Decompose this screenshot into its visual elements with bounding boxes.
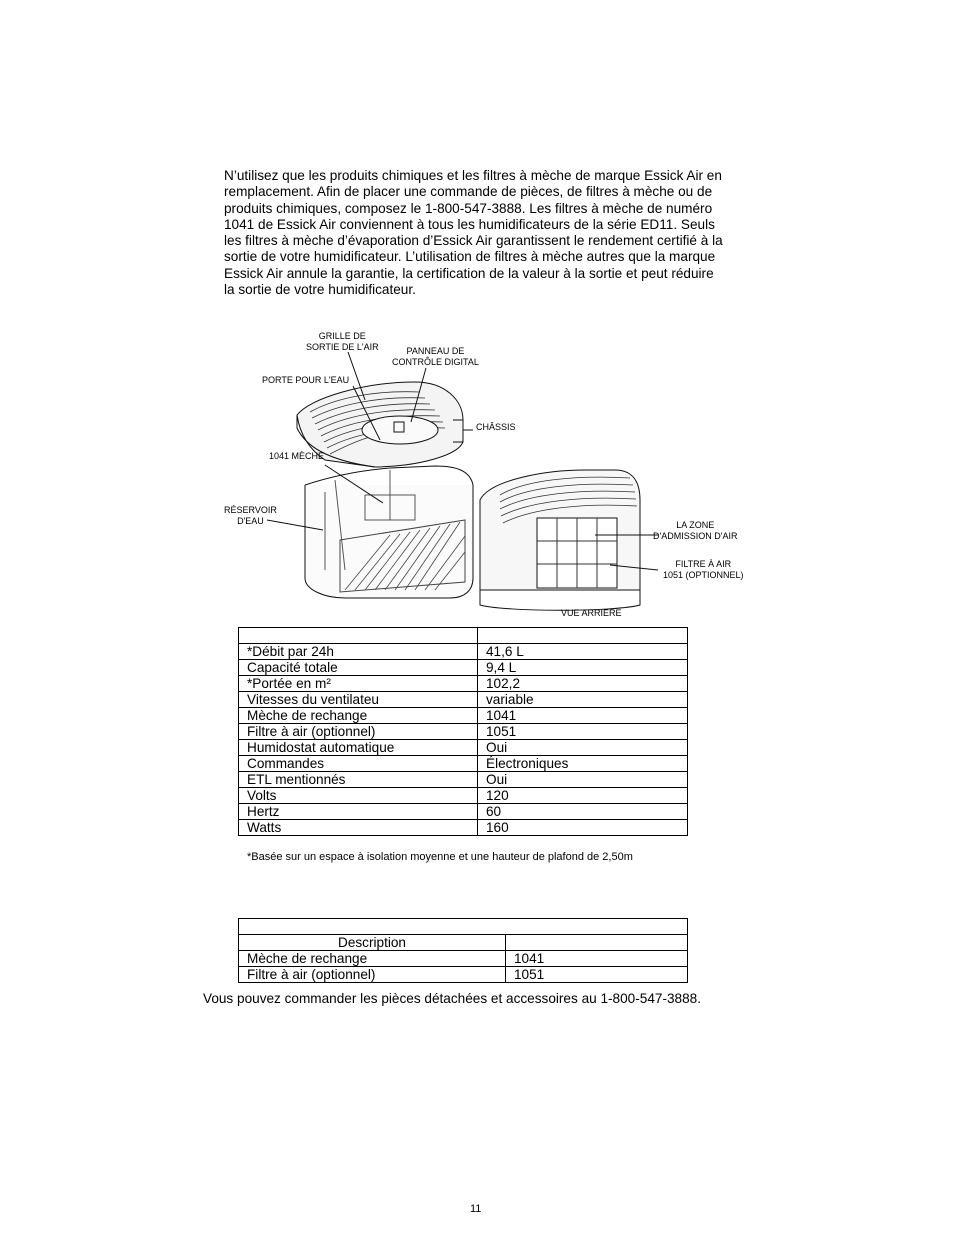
table-cell-value: 102,2 xyxy=(478,675,688,691)
label-porte-text: PORTE POUR L'EAU xyxy=(262,375,350,385)
order-instructions: Vous pouvez commander les pièces détachées et accessoires au 1-800-547-3888. xyxy=(203,991,701,1006)
label-porte xyxy=(262,375,349,386)
table-cell-value: Oui xyxy=(478,739,688,755)
table-cell-value: 41,6 L xyxy=(478,643,688,659)
table-cell-value: variable xyxy=(478,691,688,707)
label-grille-line1: GRILLE DE xyxy=(318,331,366,341)
table-title-cell xyxy=(239,919,688,935)
label-vue xyxy=(561,608,622,619)
label-zone-line2: D'ADMISSION D'AIR xyxy=(653,531,738,541)
table-cell-label: Vitesses du ventilateu xyxy=(239,691,478,707)
label-reservoir-line1: RÉSERVOIR xyxy=(224,505,277,515)
table-row xyxy=(239,659,688,675)
label-chassis-text: CHÂSSIS xyxy=(476,422,516,432)
label-zone xyxy=(653,520,737,542)
label-filtre-line2: 1051 (OPTIONNEL) xyxy=(663,570,744,580)
table-row xyxy=(239,950,688,966)
table-row xyxy=(239,707,688,723)
label-panneau-line1: PANNEAU DE xyxy=(406,346,465,356)
table-row xyxy=(239,803,688,819)
table-header-cell xyxy=(478,628,688,644)
label-meche-text: 1041 MÈCHE xyxy=(269,451,325,461)
table-cell-label: Hertz xyxy=(239,803,478,819)
table-header-row xyxy=(239,628,688,644)
table-cell-label: Commandes xyxy=(239,755,478,771)
table-cell-label: *Débit par 24h xyxy=(239,643,478,659)
table-cell-label: Volts xyxy=(239,787,478,803)
table-header-cell: Description xyxy=(239,934,506,950)
label-panneau-line2: CONTRÔLE DIGITAL xyxy=(392,357,479,367)
label-reservoir-line2: D'EAU xyxy=(237,516,264,526)
table-cell-value: 1041 xyxy=(506,950,688,966)
table-row xyxy=(239,739,688,755)
table-row xyxy=(239,771,688,787)
table-cell-label: Watts xyxy=(239,819,478,835)
table-cell-label: Mèche de rechange xyxy=(239,950,506,966)
table-cell-value: Électroniques xyxy=(478,755,688,771)
label-grille-line2: SORTIE DE L'AIR xyxy=(306,342,379,352)
table-cell-value: 1051 xyxy=(478,723,688,739)
table-cell-label: Capacité totale xyxy=(239,659,478,675)
label-filtre-line1: FILTRE À AIR xyxy=(675,559,732,569)
table-cell-value: 1041 xyxy=(478,707,688,723)
table-cell-value: 60 xyxy=(478,803,688,819)
table-cell-label: ETL mentionnés xyxy=(239,771,478,787)
table-row xyxy=(239,675,688,691)
table-row xyxy=(239,723,688,739)
table-title-row xyxy=(239,919,688,935)
table-row xyxy=(239,643,688,659)
table-header-cell xyxy=(239,628,478,644)
humidifier-diagram xyxy=(215,320,755,625)
table-cell-value: 160 xyxy=(478,819,688,835)
spec-footnote: *Basée sur un espace à isolation moyenne et une hauteur de plafond de 2,50m xyxy=(247,851,633,863)
label-filtre xyxy=(663,559,744,581)
label-vue-text: VUE ARRIERE xyxy=(561,608,622,618)
table-cell-value: Oui xyxy=(478,771,688,787)
label-grille xyxy=(306,331,379,353)
label-chassis xyxy=(476,422,516,433)
table-row xyxy=(239,966,688,982)
table-cell-label: Mèche de rechange xyxy=(239,707,478,723)
table-cell-value: 1051 xyxy=(506,966,688,982)
table-header-cell xyxy=(506,934,688,950)
table-row xyxy=(239,787,688,803)
label-meche xyxy=(269,451,324,462)
table-row xyxy=(239,755,688,771)
table-cell-label: Filtre à air (optionnel) xyxy=(239,966,506,982)
table-cell-value: 120 xyxy=(478,787,688,803)
table-row xyxy=(239,819,688,835)
intro-paragraph: N’utilisez que les produits chimiques et les filtres à mèche de marque Essick Air en remplacement. Afin de placer une commande de pièces, de filtres à mèche ou de produits chimiques, composez le 1-800-547-3888. Les filtres à mèche de numéro 1041 de Essick Air conviennent à tous les humidificateurs de la série ED11. Seuls les filtres à mèche d’évaporation d’Essick Air garantissent le rendement certifié à la sortie de votre humidificateur. L’utilisation de filtres à mèche autres que la marque Essick Air annule la garantie, la certification de la valeur à la sortie et peut réduire la sortie de votre humidificateur. xyxy=(224,168,723,298)
table-cell-label: Filtre à air (optionnel) xyxy=(239,723,478,739)
table-header-row xyxy=(239,934,688,950)
table-cell-value: 9,4 L xyxy=(478,659,688,675)
label-zone-line1: LA ZONE xyxy=(676,520,715,530)
parts-table xyxy=(238,918,688,983)
label-reservoir xyxy=(224,505,277,527)
label-panneau xyxy=(392,346,479,368)
table-cell-label: *Portée en m² xyxy=(239,675,478,691)
specifications-table xyxy=(238,627,688,836)
page-number: 11 xyxy=(470,1203,482,1215)
table-row xyxy=(239,691,688,707)
table-cell-label: Humidostat automatique xyxy=(239,739,478,755)
